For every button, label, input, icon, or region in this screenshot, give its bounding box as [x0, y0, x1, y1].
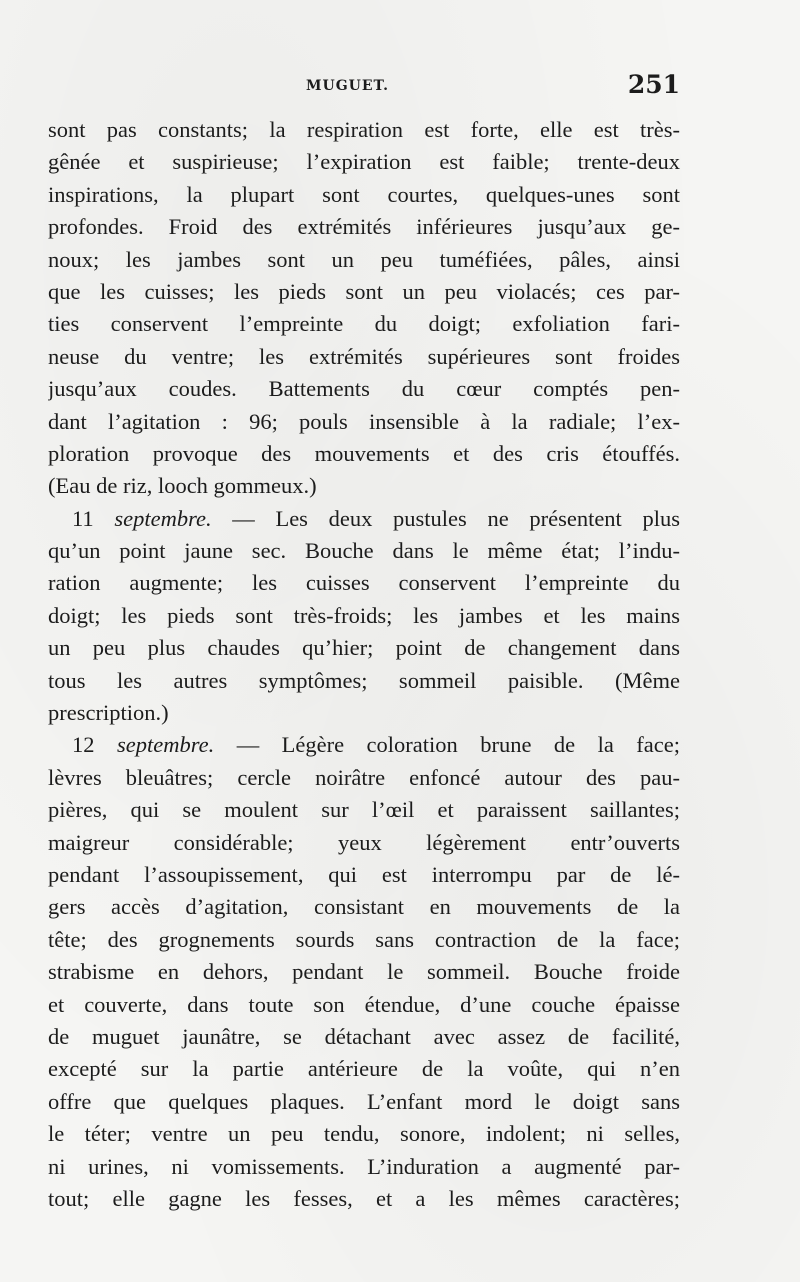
text-line: tout; elle gagne les fesses, et a les mêmes caractères; — [48, 1185, 680, 1211]
text-line: gênée et suspirieuse; l’expiration est faible; trente-deux — [48, 149, 680, 175]
text-line: lèvres bleuâtres; cercle noirâtre enfoncé autour des pau- — [48, 764, 680, 790]
text-line: ration augmente; les cuisses conservent l’empreinte du — [48, 570, 680, 596]
text-line: jusqu’aux coudes. Battements du cœur comptés pen- — [48, 376, 680, 402]
text-line: prescription.) — [48, 700, 169, 726]
text-line: sont pas constants; la respiration est forte, elle est très- — [48, 117, 680, 142]
text-line: ploration provoque des mouvements et des cris étouffés. — [48, 440, 680, 466]
text-line: le téter; ventre un peu tendu, sonore, indolent; ni selles, — [48, 1121, 680, 1147]
body-text — [48, 114, 680, 1215]
text-line: dant l’agitation : 96; pouls insensible à la radiale; l’ex- — [48, 408, 680, 434]
text-line: ties conservent l’empreinte du doigt; exfoliation fari- — [48, 311, 680, 337]
text-line: pières, qui se moulent sur l’œil et paraissent saillantes; — [48, 797, 680, 823]
text-line: offre que quelques plaques. L’enfant mord le doigt sans — [48, 1088, 680, 1114]
text-line: qu’un point jaune sec. Bouche dans le même état; l’indu- — [48, 538, 680, 564]
text-line: maigreur considérable; yeux légèrement entr’ouverts — [48, 829, 680, 855]
entry-line-sep12 — [48, 729, 680, 761]
text-line: inspirations, la plupart sont courtes, quelques-unes sont — [48, 181, 680, 207]
entry-date-number: 11 — [72, 505, 94, 531]
text-line: profondes. Froid des extrémités inférieures jusqu’aux ge- — [48, 214, 680, 240]
text-line: et couverte, dans toute son étendue, d’une couche épaisse — [48, 991, 680, 1017]
text-line: tous les autres symptômes; sommeil paisible. (Même — [48, 667, 680, 693]
text-line: doigt; les pieds sont très-froids; les jambes et les mains — [48, 602, 680, 628]
text-line: un peu plus chaudes qu’hier; point de changement dans — [48, 635, 680, 661]
text-line: ni urines, ni vomissements. L’induration a augmenté par- — [48, 1153, 680, 1179]
entry-date-month: septembre. — [114, 505, 212, 531]
entry-text: — Les deux pustules ne présentent plus — [211, 505, 680, 531]
text-line: gers accès d’agitation, consistant en mouvements de la — [48, 894, 680, 920]
text-line: noux; les jambes sont un peu tuméfiées, pâles, ainsi — [48, 246, 680, 272]
text-line: pendant l’assoupissement, qui est interrompu par de lé- — [48, 861, 680, 887]
text-line: excepté sur la partie antérieure de la voûte, qui n’en — [48, 1056, 680, 1082]
text-line: neuse du ventre; les extrémités supérieures sont froides — [48, 343, 680, 369]
page-number: 251 — [627, 70, 680, 99]
text-line: que les cuisses; les pieds sont un peu violacés; ces par- — [48, 278, 680, 304]
text-line: tête; des grognements sourds sans contraction de la face; — [48, 926, 680, 952]
running-head: MUGUET. — [306, 78, 390, 94]
entry-line-sep11 — [48, 503, 680, 535]
text-line: strabisme en dehors, pendant le sommeil. Bouche froide — [48, 959, 680, 985]
text-line: de muguet jaunâtre, se détachant avec assez de facilité, — [48, 1023, 680, 1049]
entry-date-month: septembre. — [116, 732, 215, 758]
text-line: (Eau de riz, looch gommeux.) — [48, 473, 317, 499]
entry-text: — Légère coloration brune de la face; — [214, 732, 680, 758]
entry-date-number: 12 — [72, 732, 95, 758]
page-header — [48, 70, 680, 106]
